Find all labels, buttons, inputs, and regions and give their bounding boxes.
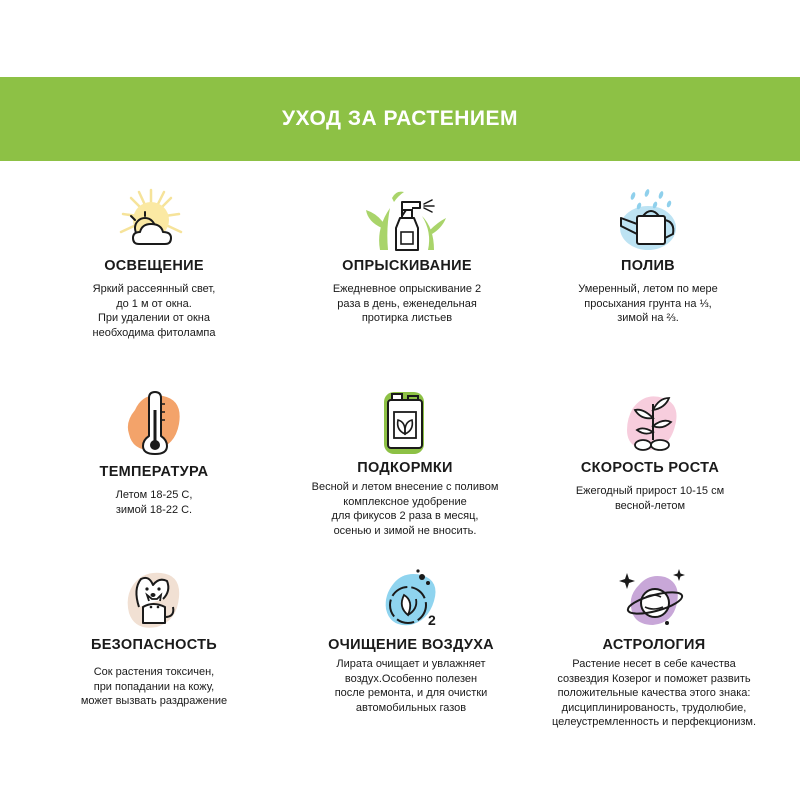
card-line: Сок растения токсичен, (93, 666, 215, 678)
card-title: ПОЛИВ (621, 258, 675, 274)
card-line: до 1 м от окна. (116, 297, 192, 310)
card-line: созвездия Козерог и поможет развить (557, 672, 751, 685)
card-lighting (29, 188, 279, 340)
card-description (578, 282, 718, 326)
card-line: весной-летом (614, 499, 686, 512)
card-line: положительные качества этого знака: (557, 687, 751, 699)
header-banner (0, 77, 800, 161)
card-line: после ремонта, и для очистки (334, 687, 488, 699)
sprout-icon (605, 390, 695, 456)
card-line: Яркий рассеянный свет, (92, 283, 216, 295)
card-line: Ежедневное опрыскивание 2 (332, 283, 482, 295)
card-temperature (29, 390, 279, 517)
card-line: Умеренный, летом по мере (578, 283, 718, 295)
card-line: Растение несет в себе качества (572, 658, 736, 670)
card-line: дисциплинированость, трудолюбие, (561, 701, 747, 714)
planet-icon (609, 567, 699, 633)
card-line: осенью и зимой не вносить. (333, 524, 477, 537)
card-line: для фикусов 2 раза в месяц, (331, 510, 479, 522)
card-line: необходима фитолампа (92, 326, 216, 339)
card-line: Летом 18-25 С, (115, 489, 193, 501)
card-growth-rate (525, 390, 775, 513)
fertilizer-canister-icon (360, 390, 450, 456)
card-watering (523, 188, 773, 326)
card-title: ОЧИЩЕНИЕ ВОЗДУХА (328, 637, 494, 653)
watering-can-icon (603, 188, 693, 254)
card-title: ОПРЫСКИВАНИЕ (342, 258, 472, 274)
card-title: БЕЗОПАСНОСТЬ (90, 637, 217, 653)
card-line: при попадании на кожу, (93, 680, 215, 693)
card-description (93, 282, 216, 340)
card-line: Ежегодный прирост 10-15 см (575, 485, 725, 497)
card-line: зимой 18-22 С. (115, 503, 193, 516)
card-line: может вызвать раздражение (80, 695, 228, 707)
card-line: целеустремленность и перфекционизм. (552, 716, 756, 728)
air-purification-icon (366, 567, 456, 633)
card-air-purification (286, 567, 536, 715)
card-line: Весной и летом внесение с поливом (311, 481, 499, 493)
card-description (81, 665, 227, 709)
card-line: При удалении от окна (98, 312, 210, 324)
card-description (333, 282, 481, 326)
card-astrology (529, 567, 779, 730)
card-description (116, 488, 193, 517)
card-title: ТЕМПЕРАТУРА (99, 464, 209, 480)
card-description (576, 484, 724, 513)
card-line: просыхания грунта на ⅓, (584, 297, 712, 310)
card-fertilizing (280, 390, 530, 538)
thermometer-icon (109, 390, 199, 456)
svg-text:2: 2 (428, 612, 436, 628)
card-description (335, 657, 488, 715)
card-description (312, 480, 499, 538)
card-title: ОСВЕЩЕНИЕ (104, 258, 204, 274)
card-safety (29, 567, 279, 709)
card-line: воздух.Особенно полезен (344, 672, 478, 685)
card-line: протирка листьев (361, 312, 453, 324)
card-line: комплексное удобрение (343, 495, 467, 508)
card-line: раза в день, еженедельная (337, 297, 477, 310)
card-description (552, 657, 756, 730)
sun-cloud-icon (109, 188, 199, 254)
pets-icon (109, 567, 199, 633)
card-title: СКОРОСТЬ РОСТА (580, 460, 720, 476)
page-title: УХОД ЗА РАСТЕНИЕМ (281, 107, 519, 130)
card-line: автомобильных газов (355, 701, 467, 714)
card-title: ПОДКОРМКИ (357, 460, 453, 476)
card-spraying (282, 188, 532, 326)
card-line: Лирата очищает и увлажняет (336, 658, 486, 670)
card-line: зимой на ⅔. (617, 312, 679, 324)
spray-bottle-icon (362, 188, 452, 254)
card-title: АСТРОЛОГИЯ (602, 637, 706, 653)
